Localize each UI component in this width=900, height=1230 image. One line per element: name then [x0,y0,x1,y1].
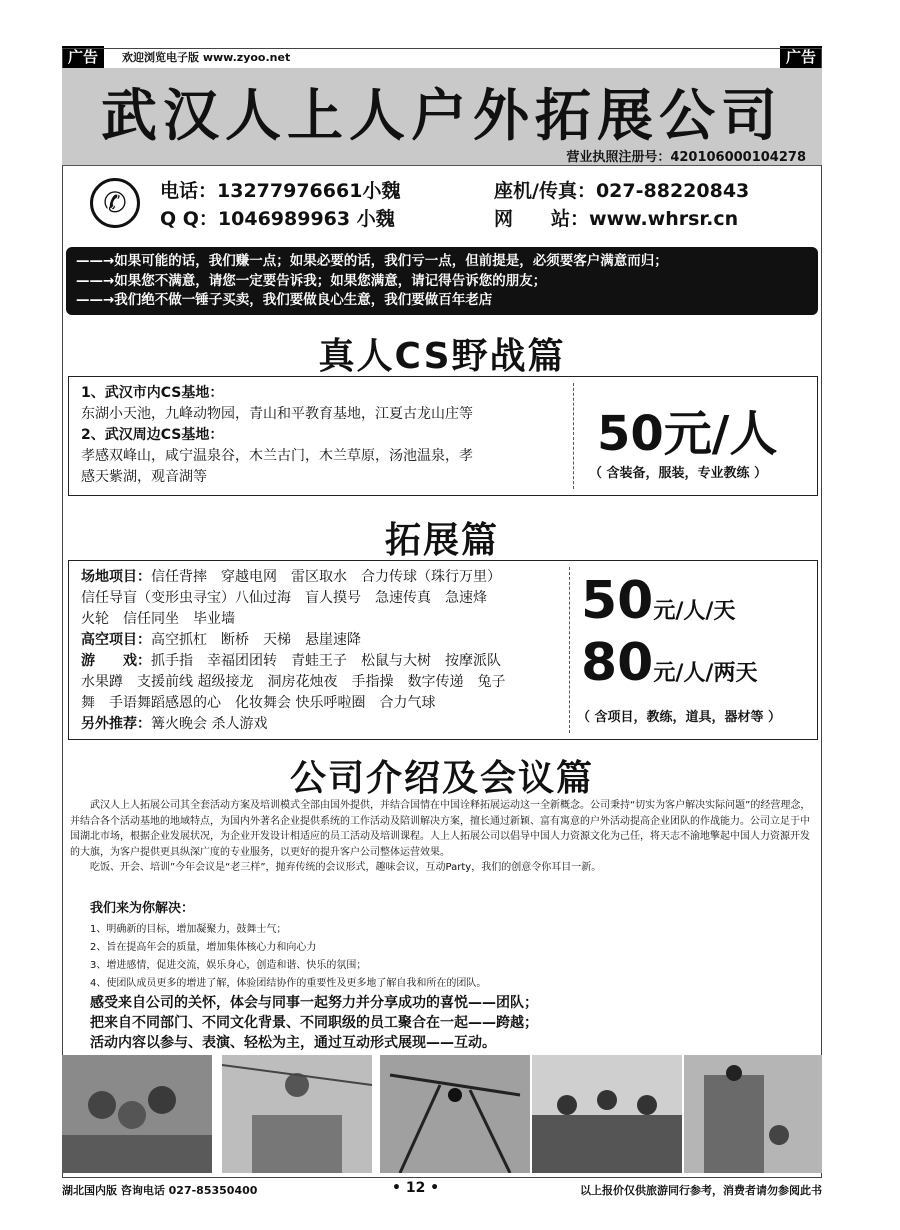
fax-label: 座机/传真： [494,180,596,202]
photo-bridge-climb [380,1055,530,1173]
solve-item: 1、明确新的目标，增加凝聚力，鼓舞士气； [90,924,287,935]
venue-line [81,567,501,588]
high-text: 高空抓杠 断桥 天梯 悬崖速降 [151,632,361,648]
intro-paragraph: 吃饭、开会、培训”今年会议是“老三样”，抛弃传统的会议形式，趣味会议，互动Party，我们的创意令你耳目一新。 [70,862,602,873]
company-name: 武汉人上人户外拓展公司 [101,84,783,149]
tz-box [68,560,818,740]
venue-label: 场地项目： [81,569,151,585]
cs-sub2-text: 感天紫湖，观音湖等 [81,469,207,485]
page-number: • 12 • [392,1180,440,1196]
motto-line: ——→我们绝不做一锤子买卖，我们要做良心生意，我们要做百年老店 [76,292,493,308]
footer-left: 湖北国内版 咨询电话 027-85350400 [62,1184,258,1197]
cs-price: 50元/人 [597,406,778,462]
qq-label: Q Q： [160,208,218,230]
ad-label-left: 广告 [62,46,104,68]
tz-price-2 [581,633,757,693]
cs-section-title: 真人CS野战篇 [318,336,566,377]
cs-sub2-text: 孝感双峰山，咸宁温泉谷，木兰古门，木兰草原，汤池温泉，孝 [81,448,473,464]
intro-text [70,798,815,876]
motto-line: ——→如果可能的话，我们赚一点；如果必要的话，我们亏一点，但前提是，必须要客户满意而归； [76,253,668,269]
tz-divider [569,567,570,733]
tz-section-title: 拓展篇 [384,520,499,561]
tz-price-note: （ 含项目，教练，道具，器材等 ） [577,710,782,725]
venue-text: 信任背摔 穿越电网 雷区取水 合力传球（珠行万里） [151,569,501,585]
qq-line [160,204,395,231]
footer-right: 以上报价仅供旅游同行参考，消费者请勿参阅此书 [580,1184,822,1197]
highlight-line: 感受来自公司的关怀，体会与同事一起努力并分享成功的喜悦——团队； [90,995,538,1011]
phone-label: 电话： [160,180,218,202]
cs-sub2-title: 2、武汉周边CS基地： [81,427,224,443]
photo-wall-climb [684,1055,822,1173]
motto-banner [66,247,818,315]
phone-line [160,176,400,203]
photo-cs-team [532,1055,682,1173]
cs-price-note: （ 含装备，服装，专业教练 ） [589,466,768,481]
game-label: 游 戏： [81,653,151,669]
game-line [81,651,501,672]
highlight-line: 活动内容以参与、表演、轻松为主，通过互动形式展现——互动。 [90,1035,496,1051]
contact-block [62,166,822,244]
cs-box [68,376,818,496]
site-url-text: 欢迎浏览电子版 www.zyoo.net [122,51,291,64]
game-text: 抓手指 幸福团团转 青蛙王子 松鼠与大树 按摩派队 [151,653,501,669]
game-text: 水果蹲 支援前线 超级接龙 洞房花烛夜 手指操 数字传递 兔子 [81,674,506,690]
extra-line [81,714,267,735]
solve-item: 3、增进感情，促进交流，娱乐身心，创造和谐、快乐的氛围； [90,960,367,971]
tz-price-2-num: 80 [581,633,654,693]
venue-text: 火轮 信任同坐 毕业墙 [81,611,235,627]
intro-paragraph: 武汉人上人拓展公司其全套活动方案及培训模式全部由国外提供，并结合国情在中国诠释拓展运动这一全新概念。公司秉持“切实为客户解决实际问题”的经营理念，并结合各个活动基地的地域特点，为国内外著名企业提供系统的工作活动及陪训解决方案，擅长通过新颖、富有寓意的户外活动提高企业团队的作战能力。公司立足于中国湖北市场，根据企业发展状况，为企业开发设计相适应的员工活动及培训课程。人上人拓展公司以倡导中国人力资源文化为己任，将天志不渝地擎起中国人力资源开发的大旗，为客户提供更具纵深广度的专业服务，以更好的提升客户公司整体运营效果。 [70,800,811,858]
intro-section-title: 公司介绍及会议篇 [289,758,594,799]
web-line [494,204,738,231]
tz-price-1-unit: 元/人/天 [653,599,736,624]
cs-sub1-title: 1、武汉市内CS基地： [81,385,224,401]
photo-team-climb [62,1055,212,1173]
cs-divider [573,383,574,489]
web-value: www.whrsr.cn [589,208,739,230]
extra-label: 另外推荐： [81,716,151,732]
solve-item: 4、使团队成员更多的增进了解，体验团结协作的重要性及更多地了解自我和所在的团队。 [90,978,487,989]
fax-value: 027-88220843 [595,180,750,202]
tz-price-1-num: 50 [581,571,654,631]
qq-value: 1046989963 小魏 [217,208,395,230]
solve-item: 2、旨在提高年会的质量，增加集体核心力和向心力 [90,942,317,953]
web-label: 网 站： [494,208,590,230]
venue-text: 信任导盲（变形虫寻宝）八仙过海 盲人摸号 急速传真 急速烽 [81,590,487,606]
title-band [62,68,822,166]
footer [62,1180,822,1200]
tz-price-1 [581,571,735,631]
solve-title: 我们来为你解决： [90,901,195,916]
fax-line [494,176,749,203]
high-line [81,630,361,651]
photo-strip [62,1055,822,1173]
highlight-line: 把来自不同部门、不同文化背景、不同职级的员工聚合在一起——跨越； [90,1015,538,1031]
extra-text: 篝火晚会 杀人游戏 [151,716,268,732]
phone-value: 13277976661小魏 [217,180,401,202]
high-label: 高空项目： [81,632,151,648]
photo-group-lift [222,1055,372,1173]
cs-sub1-text: 东湖小天池，九峰动物园，青山和平教育基地，江夏古龙山庄等 [81,406,473,422]
tz-price-2-unit: 元/人/两天 [653,661,758,686]
ad-label-right: 广告 [780,46,822,68]
phone-icon: ✆ [90,178,140,228]
license-number: 营业执照注册号：420106000104278 [566,150,806,165]
motto-line: ——→如果您不满意，请您一定要告诉我；如果您满意，请记得告诉您的朋友； [76,272,547,289]
game-text: 舞 手语舞蹈感恩的心 化妆舞会 快乐呼啦圈 合力气球 [81,695,436,711]
